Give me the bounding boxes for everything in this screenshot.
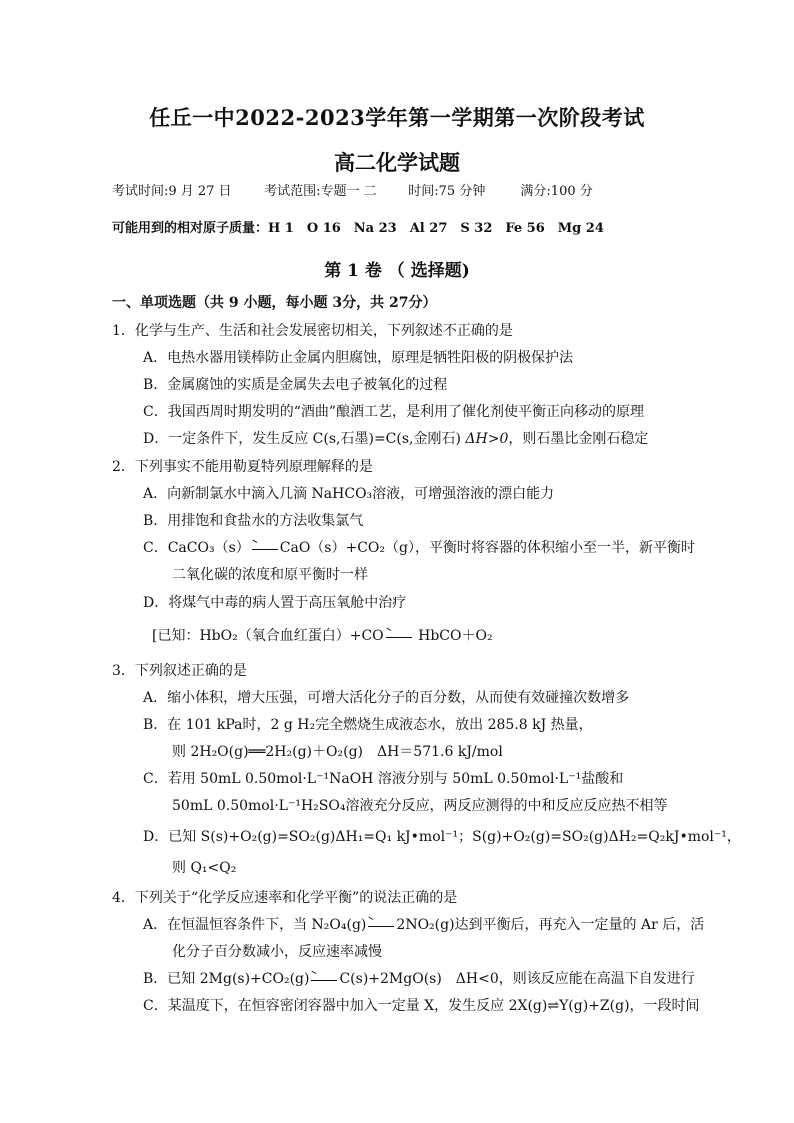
question-3-option-d: D．已知 S(s)+O₂(g)=SO₂(g)ΔH₁=Q₁ kJ•mol⁻¹；S(g)+O₂(g)=SO₂(g)ΔH₂=Q₂kJ•mol⁻¹， [143,829,741,845]
question-3-option-d-cont: 则 Q₁<Q₂ [172,860,237,876]
equilibrium-arrow-icon [386,632,412,640]
equilibrium-arrow-icon [368,921,394,929]
exam-info-line [112,180,593,199]
question-1-option-a: A．电热水器用镁棒防止金属内胆腐蚀，原理是牺牲阳极的阴极保护法 [143,350,574,366]
q2-c-product: CaO（s）+CO₂（g），平衡时将容器的体积缩小至一半，新平衡时 [279,540,695,556]
question-3-option-c-cont: 50mL 0.50mol·L⁻¹H₂SO₄溶液充分反应，两反应测得的中和反应反应热不相等 [172,798,668,814]
question-1-option-b: B．金属腐蚀的实质是金属失去电子被氧化的过程 [143,377,448,393]
q4-a-rest: 2NO₂(g)达到平衡后，再充入一定量的 Ar 后，活 [396,917,705,933]
question-2-option-a: A．向新制氯水中滴入几滴 NaHCO₃溶液，可增强溶液的漂白能力 [143,486,555,502]
question-1-option-c: C．我国西周时期发明的“酒曲”酿酒工艺，是利用了催化剂使平衡正向移动的原理 [143,404,645,420]
exam-scope: 考试范围:专题一 二 [264,184,377,199]
question-4-stem: 4．下列关于“化学反应速率和化学平衡”的说法正确的是 [112,890,458,906]
equilibrium-arrow-icon [252,544,278,552]
question-1-option-d [143,428,648,448]
question-1-stem: 1．化学与生产、生活和社会发展密切相关，下列叙述不正确的是 [112,323,513,339]
question-2-option-c [143,537,695,557]
volume-title: 第 1 卷 （ 选择题) [324,261,470,281]
question-2-stem: 2．下列事实不能用勒夏特列原理解释的是 [112,459,373,475]
question-4-option-b [143,968,695,988]
question-4-option-a-cont: 化分子百分数减小，反应速率减慢 [172,944,382,960]
question-3-option-b-cont: 则 2H₂O(g)══2H₂(g)＋O₂(g) ΔH＝571.6 kJ/mol [172,744,503,760]
q4-a-text: A．在恒温恒容条件下，当 N₂O₄(g) [143,917,367,933]
section-heading: 一、单项选题（共 9 小题，每小题 3分，共 27分） [112,295,437,311]
question-2-option-d: D．将煤气中毒的病人置于高压氧舱中治疗 [143,595,407,611]
q2-known-right: HbCO＋O₂ [413,628,493,644]
q1-d-text: D．一定条件下，发生反应 C(s,石墨)=C(s,金刚石) [143,431,466,447]
question-2-known [152,625,493,645]
exam-time: 考试时间:9 月 27 日 [112,184,232,199]
q1-d-enthalpy: ΔH>0 [465,431,509,447]
question-2-option-c-cont: 二氧化碳的浓度和原平衡时一样 [172,567,368,583]
question-4-option-c: C．某温度下，在恒容密闭容器中加入一定量 X，发生反应 2X(g)⇌Y(g)+Z(g)，一段时间 [143,998,700,1014]
question-3-option-c: C．若用 50mL 0.50mol·L⁻¹NaOH 溶液分别与 50mL 0.50mol·L⁻¹盐酸和 [143,771,624,787]
question-3-stem: 3．下列叙述正确的是 [112,663,247,679]
atomic-masses: 可能用到的相对原子质量：H 1 O 16 Na 23 Al 27 S 32 Fe 56 Mg 24 [112,221,604,236]
q2-c-reactant: C．CaCO₃（s） [143,540,250,556]
question-3-option-a: A．缩小体积，增大压强，可增大活化分子的百分数，从而使有效碰撞次数增多 [143,690,630,706]
exam-duration: 时间:75 分钟 [408,184,486,199]
question-3-option-b: B．在 101 kPa时，2 g H₂完全燃烧生成液态水，放出 285.8 kJ 热量， [143,717,593,733]
exam-subtitle: 高二化学试题 [334,150,460,175]
exam-title: 任丘一中2022-2023学年第一学期第一次阶段考试 [149,105,645,130]
q4-b-text: B．已知 2Mg(s)+CO₂(g) [143,971,310,987]
q2-known-left: [已知：HbO₂（氧合血红蛋白）+CO [152,628,384,644]
q4-b-rest: C(s)+2MgO(s) ΔH<0，则该反应能在高温下自发进行 [339,971,695,987]
question-4-option-a [143,914,704,934]
exam-full-score: 满分:100 分 [520,184,593,199]
equilibrium-arrow-icon [311,975,337,983]
q1-d-conclusion: ，则石墨比金刚石稳定 [508,431,649,447]
question-2-option-b: B．用排饱和食盐水的方法收集氯气 [143,513,364,529]
